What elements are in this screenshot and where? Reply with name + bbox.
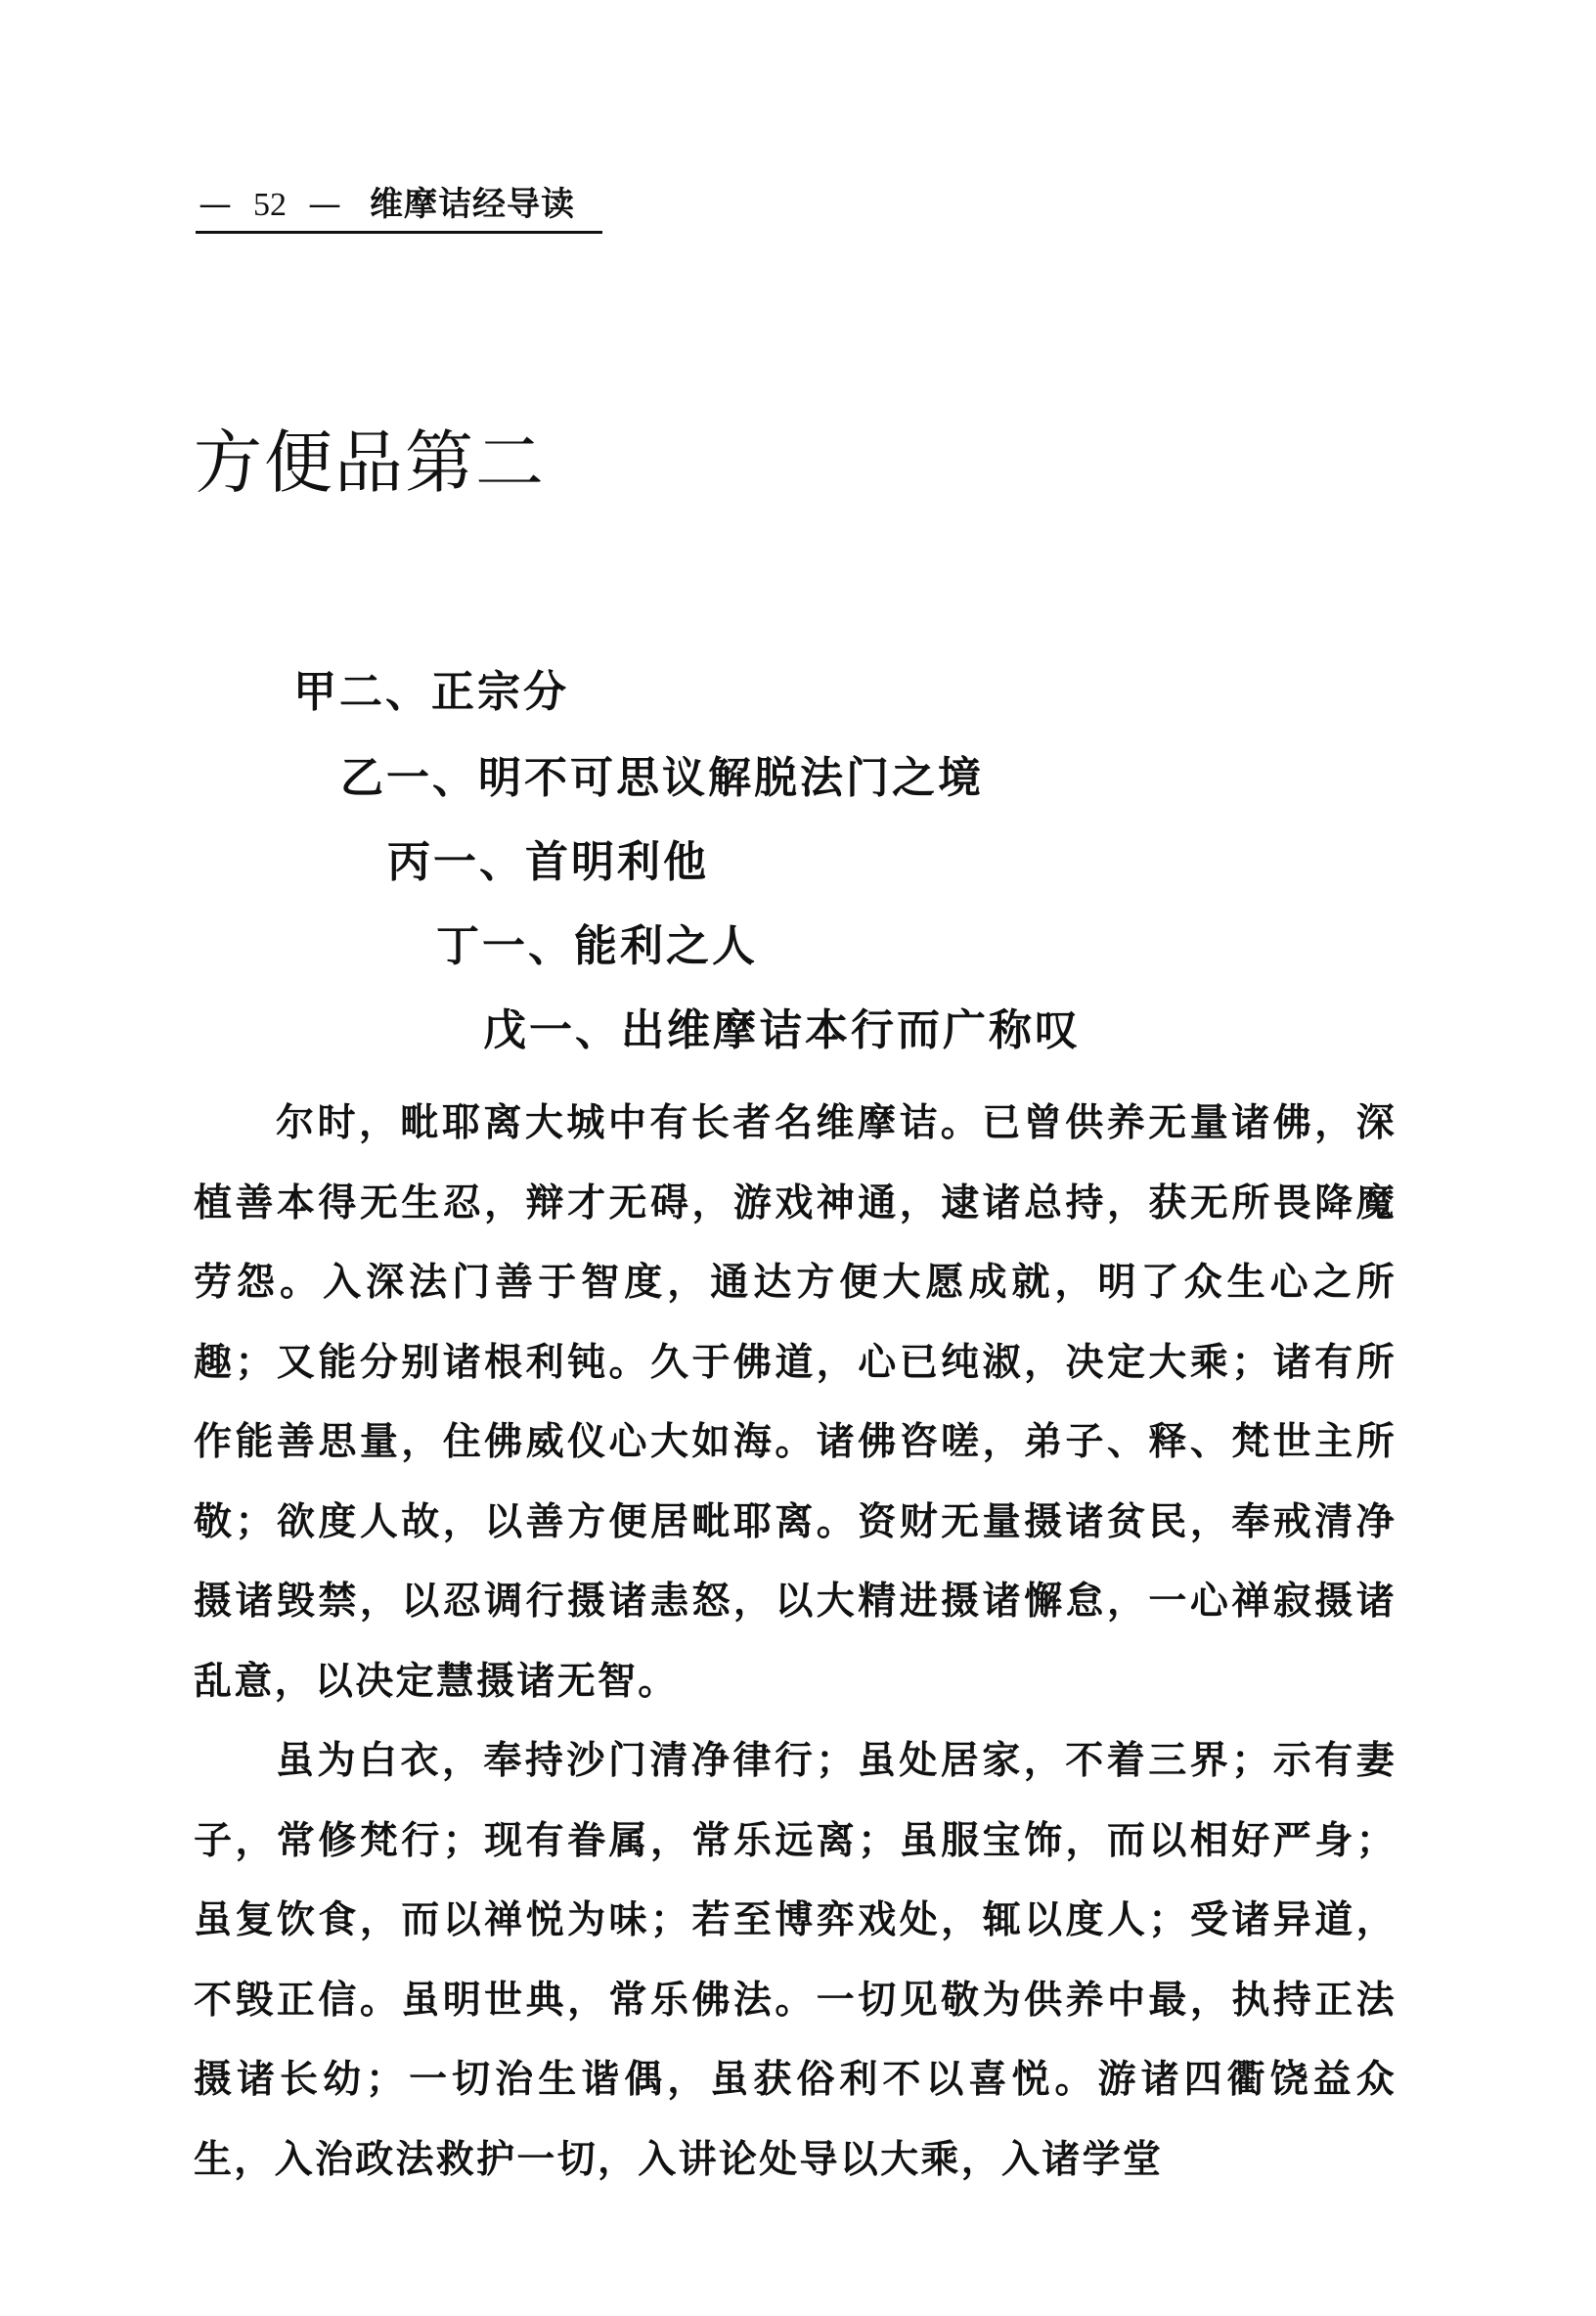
outline-heading-level-5: 戊一、出维摩诘本行而广称叹: [483, 1005, 1081, 1055]
page-number: 52: [253, 187, 287, 223]
book-title: 维摩诘经导读: [370, 185, 575, 224]
running-header: [196, 182, 602, 234]
paragraph: 虽为白衣，奉持沙门清净律行；虽处居家，不着三界；示有妻子，常修梵行；现有眷属，常乐远离；虽服宝饰，而以相好严身；虽复饮食，而以禅悦为味；若至博弈戏处，辄以度人；受诸异道，不毁正信。虽明世典，常乐佛法。一切见敬为供养中最，执持正法摄诸长幼；一切治生谐偶，虽获俗利不以喜悦。游诸四衢饶益众生，入治政法救护一切，入讲论处导以大乘，入诸学堂: [194, 1739, 1396, 2182]
outline-heading-level-2: 乙一、明不可思议解脱法门之境: [340, 753, 984, 803]
outline-heading-level-1: 甲二、正宗分: [293, 667, 569, 717]
outline-heading-level-4: 丁一、能利之人: [436, 921, 758, 971]
outline-heading-level-3: 丙一、首明利他: [387, 837, 709, 887]
chapter-title: 方便品第二: [194, 423, 546, 503]
header-dash-right: —: [308, 185, 341, 224]
paragraph: 尔时，毗耶离大城中有长者名维摩诘。已曾供养无量诸佛，深植善本得无生忍，辩才无碍，游戏神通，逮诸总持，获无所畏降魔劳怨。入深法门善于智度，通达方便大愿成就，明了众生心之所趣；又能分别诸根利钝。久于佛道，心已纯淑，决定大乘；诸有所作能善思量，住佛威仪心大如海。诸佛咨嗟，弟子、释、梵世主所敬；欲度人故，以善方便居毗耶离。资财无量摄诸贫民，奉戒清净摄诸毁禁，以忍调行摄诸恚怒，以大精进摄诸懈怠，一心禅寂摄诸乱意，以决定慧摄诸无智。: [194, 1101, 1396, 1704]
body-text: [194, 1084, 1396, 2200]
header-dash-left: —: [199, 185, 232, 224]
